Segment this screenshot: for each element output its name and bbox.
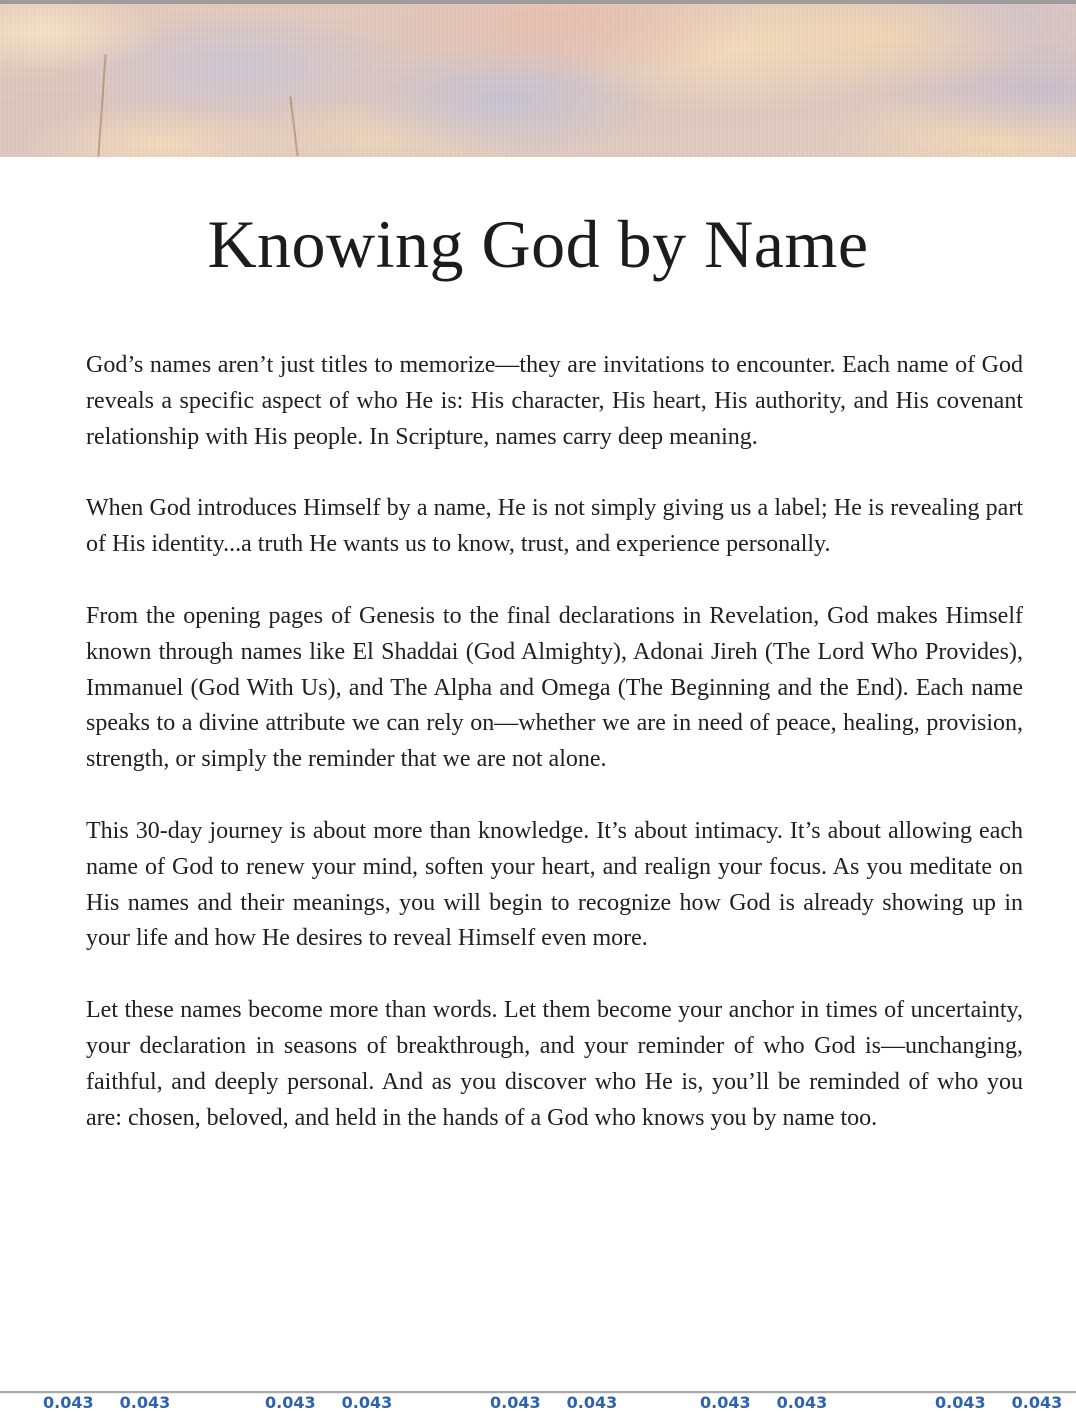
next-page-value: 0.043 [43,1393,94,1412]
value-pair [935,1395,1062,1411]
page-title: Knowing God by Name [207,206,869,282]
value-pair [43,1395,170,1411]
body-paragraph: This 30-day journey is about more than knowledge. It’s about intimacy. It’s about allowing each name of God to renew your mind, soften your heart, and realign your focus. As you meditate on His names and their meanings, you will begin to recognize how God is already showing up in your life and how He desires to reveal Himself even more. [86,817,1023,952]
next-page-value: 0.043 [265,1393,316,1412]
body-paragraph: God’s names aren’t just titles to memorize—they are invitations to encounter. Each name of God reveals a specific aspect of who He is: His character, His heart, His authority, and His covenant relationship with His people. In Scripture, names carry deep meaning. [86,352,1023,450]
grass-stalk-icon [289,96,298,157]
next-page-value: 0.043 [935,1393,986,1412]
body-text [86,348,1023,1172]
next-page-value: 0.043 [490,1393,541,1412]
next-page-value: 0.043 [341,1393,393,1412]
value-pair [490,1395,617,1411]
header-image [0,4,1076,157]
next-page-preview [0,1393,1076,1412]
value-pair [265,1395,392,1411]
grass-stalk-icon [97,54,106,157]
value-pair [700,1395,827,1411]
body-paragraph: From the opening pages of Genesis to the final declarations in Revelation, God makes Himself known through names like El Shaddai (God Almighty), Adonai Jireh (The Lord Who Provides), Immanuel (God With Us), and The Alpha and Omega (The Beginning and the End). Each name speaks to a divine attribute we can rely on—whether we are in need of peace, healing, provision, strength, or simply the reminder that we are not alone. [86,602,1023,773]
next-page-value: 0.043 [1011,1393,1063,1412]
next-page-value: 0.043 [119,1393,171,1412]
body-paragraph: Let these names become more than words. Let them become your anchor in times of uncertainty, your declaration in seasons of breakthrough, and your reminder of who God is—unchanging, faithful, and deeply personal. And as you discover who He is, you’ll be reminded of who you are: chosen, beloved, and held in the hands of a God who knows you by name too. [86,997,1023,1131]
body-paragraph: When God introduces Himself by a name, He is not simply giving us a label; He is revealing part of His identity...a truth He wants us to know, trust, and experience personally. [86,495,1023,558]
next-page-value: 0.043 [776,1393,828,1412]
next-page-value: 0.043 [700,1393,751,1412]
next-page-value: 0.043 [566,1393,618,1412]
